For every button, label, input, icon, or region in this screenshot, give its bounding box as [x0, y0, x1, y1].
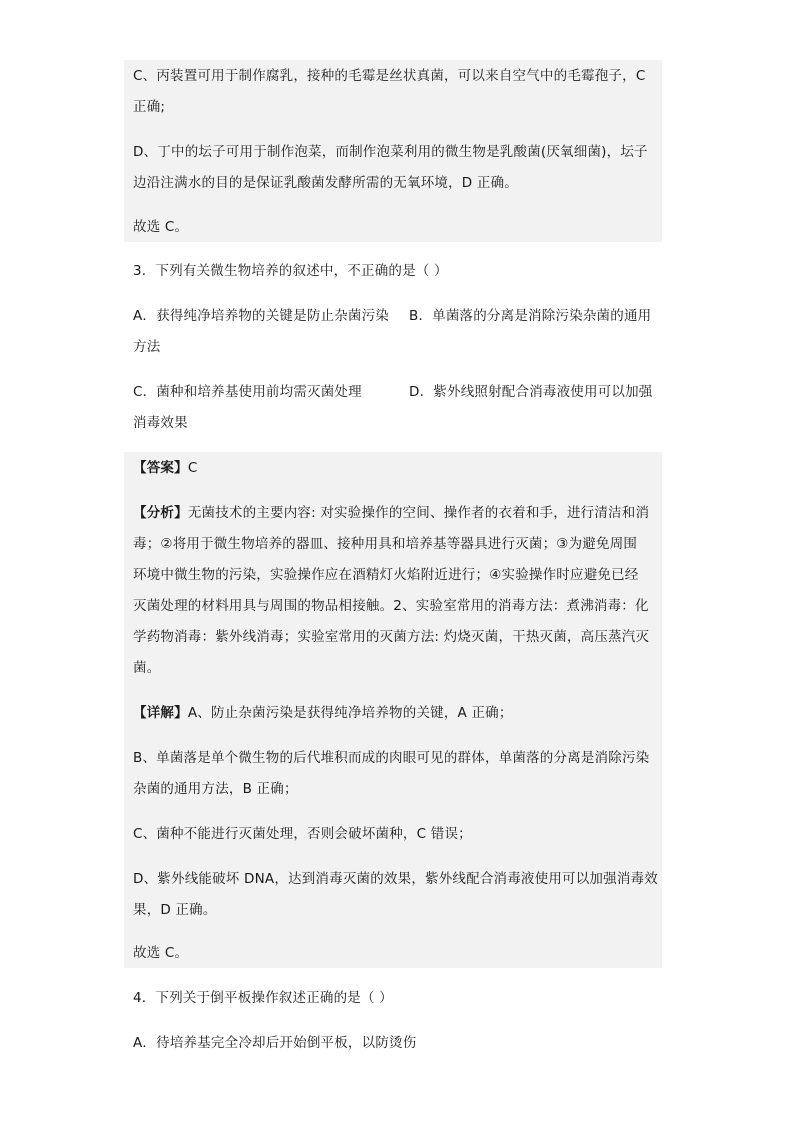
analysis-c-line-2: 正确; [133, 99, 166, 115]
question-4-stem: 4．下列关于倒平板操作叙述正确的是（ ） [133, 990, 393, 1006]
detail-text-a: A、防止杂菌污染是获得纯净培养物的关键，A 正确； [187, 705, 513, 721]
analysis-line-2: 毒；②将用于微生物培养的器皿、接种用具和培养基等器具进行灭菌；③为避免周围 [133, 536, 638, 552]
analysis-label: 【分析】 [133, 505, 188, 521]
analysis-d-line-1: D、丁中的坛子可用于制作泡菜，而制作泡菜利用的微生物是乳酸菌(厌氧细菌)，坛子 [133, 144, 648, 160]
analysis-line-1 [133, 503, 649, 523]
question-4-option-a: A．待培养基完全冷却后开始倒平板，以防烫伤 [133, 1035, 417, 1051]
question-3-option-a: A．获得纯净培养物的关键是防止杂菌污染 [133, 308, 390, 324]
analysis-conclusion: 故选 C。 [133, 219, 189, 235]
detail-line-a [133, 703, 513, 723]
analysis-d-line-2: 边沿注满水的目的是保证乳酸菌发酵所需的无氧环境，D 正确。 [133, 175, 518, 191]
detail-line-b-2: 杂菌的通用方法，B 正确； [133, 781, 298, 797]
answer-line [133, 458, 197, 478]
question-3-option-d-cont: 消毒效果 [133, 415, 188, 431]
analysis-text-1: 无菌技术的主要内容: 对实验操作的空间、操作者的衣着和手，进行清洁和消 [187, 505, 650, 521]
analysis-line-5: 学药物消毒：紫外线消毒；实验室常用的灭菌方法: 灼烧灭菌，干热灭菌，高压蒸汽灭 [133, 629, 650, 645]
detail-line-d-1: D、紫外线能破坏 DNA，达到消毒灭菌的效果，紫外线配合消毒液使用可以加强消毒效 [133, 871, 658, 887]
question-3-option-c: C．菌种和培养基使用前均需灭菌处理 [133, 384, 362, 400]
detail-line-b-1: B、单菌落是单个微生物的后代堆积而成的肉眼可见的群体，单菌落的分离是消除污染 [133, 750, 650, 766]
answer-label: 【答案】 [133, 460, 188, 476]
detail-conclusion: 故选 C。 [133, 945, 189, 961]
detail-line-c: C、菌种不能进行灭菌处理，否则会破坏菌种，C 错误； [133, 826, 472, 842]
analysis-line-3: 环境中微生物的污染，实验操作应在酒精灯火焰附近进行；④实验操作时应避免已经 [133, 567, 639, 583]
question-3-stem: 3．下列有关微生物培养的叙述中，不正确的是（ ） [133, 263, 448, 279]
analysis-line-4: 灭菌处理的材料用具与周围的物品相接触。2、实验室常用的消毒方法：煮沸消毒：化 [133, 598, 649, 614]
detail-label: 【详解】 [133, 705, 188, 721]
analysis-line-6: 菌。 [133, 660, 161, 676]
analysis-c-line-1: C、丙装置可用于制作腐乳，接种的毛霉是丝状真菌，可以来自空气中的毛霉孢子，C [133, 68, 646, 84]
question-3-option-d: D．紫外线照射配合消毒液使用可以加强 [409, 384, 653, 400]
question-3-option-b-cont: 方法 [133, 339, 161, 355]
detail-line-d-2: 果，D 正确。 [133, 902, 217, 918]
question-3-option-b: B．单菌落的分离是消除污染杂菌的通用 [409, 308, 652, 324]
answer-value: C [187, 460, 198, 476]
